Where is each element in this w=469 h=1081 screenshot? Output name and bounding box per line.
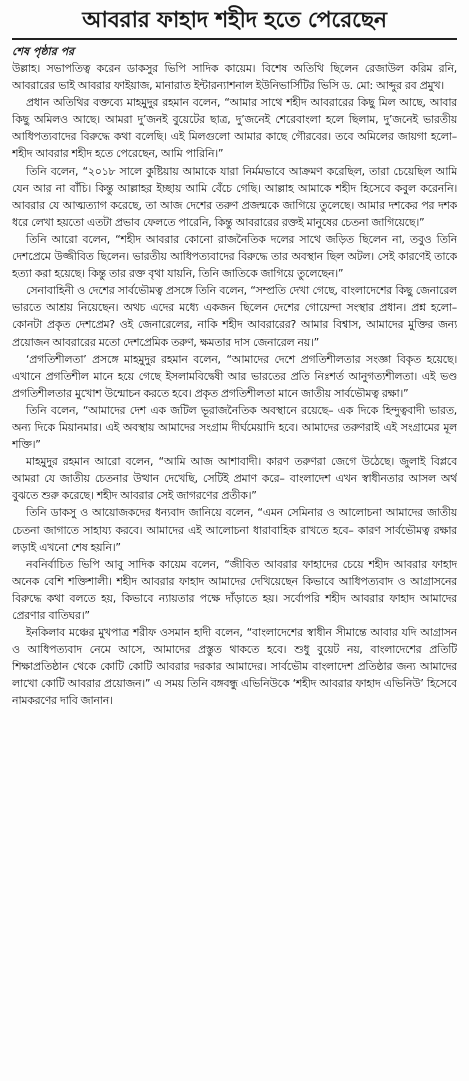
- article-paragraph: নবনির্বাচিত ভিপি আবু সাদিক কায়েম বলেন, “জীবিত আবরার ফাহাদের চেয়ে শহীদ আবরার ফাহাদ অনেক বেশি শক্তিশালী। শহীদ আবরার ফাহাদ আমাদের দেখিয়েছেন কিভাবে আধিপত্যবাদ ও আগ্রাসনের বিরুদ্ধে কথা বলতে হয়, কিভাবে ন্যায়তার পক্ষে দাঁড়াতে হয়। সর্বোপরি শহীদ আবরার ফাহাদ আমাদের প্রেরণার বাতিঘর।”: [12, 557, 457, 622]
- article-paragraph: তিনি ডাকসু ও আয়োজকদের ধন্যবাদ জানিয়ে বলেন, “এমন সেমিনার ও আলোচনা আমাদের জাতীয় চেতনা জাগাতে সাহায্য করবে। আমাদের এই আলোচনা ধারাবাহিক রাখতে হবে– কারণ সার্বভৌমত্ব রক্ষার লড়াই এখনো শেষ হয়নি।”: [12, 506, 457, 554]
- article-paragraph: তিনি বলেন, “আমাদের দেশ এক জটিল ভূরাজনৈতিক অবস্থানে রয়েছে– এক দিকে হিন্দুত্ববাদী ভারত, অন্য দিকে মিয়ানমার। এই অবস্থায় আমাদের সংগ্রাম দীর্ঘমেয়াদি হবে। আমাদের তরুণরাই এই সংগ্রামের মূল শক্তি।”: [12, 403, 457, 452]
- article-paragraph: তিনি আরো বলেন, “শহীদ আবরার কোনো রাজনৈতিক দলের সাথে জড়িত ছিলেন না, তবুও তিনি দেশপ্রেমে উজ্জীবিত ছিলেন। ভারতীয় আধিপত্যবাদের বিরুদ্ধে তার অবস্থান ছিল অটল। সেই কারণেই তাকে হত্যা করা হয়েছে। কিন্তু তার রক্ত বৃথা যায়নি, তিনি জাতিকে জাগিয়ে তুলেছেন।”: [12, 232, 457, 281]
- article-paragraph: সেনাবাহিনী ও দেশের সার্বভৌমত্ব প্রসঙ্গে তিনি বলেন, “সম্প্রতি দেখা গেছে, বাংলাদেশের কিছু জেনারেল ভারতে আশ্রয় নিয়েছেন। অথচ এদের মধ্যে একজন ছিলেন দেশের গোয়েন্দা সংস্থার প্রধান। প্রশ্ন হলো– কোনটা প্রকৃত দেশপ্রেম? ওই জেনারেলের, নাকি শহীদ আবরারের? আমার বিশ্বাস, আমাদের মুক্তির জন্য প্রয়োজন আবরারের মতো দেশপ্রেমিক তরুণ, ক্ষমতার দাস জেনারেল নয়।”: [12, 284, 457, 349]
- continued-from-label: শেষ পৃষ্ঠার পর: [12, 45, 75, 58]
- article-paragraph: ইনকিলাব মঞ্চের মুখপাত্র শরীফ ওসমান হাদী বলেন, “বাংলাদেশের স্বাধীন সীমান্তে আবার যদি আগ্রাসন ও আধিপত্যবাদ নেমে আসে, আমাদের প্রস্তুত থাকতে হবে। শুধু বুয়েট নয়, বাংলাদেশের প্রতিটি শিক্ষাপ্রতিষ্ঠান থেকে কোটি কোটি আবরার দরকার আমাদের। সার্বভৌম বাংলাদেশ প্রতিষ্ঠার জন্য আমাদের লাখো কোটি আবরার প্রয়োজন।” এ সময় তিনি বঙ্গবন্ধু এভিনিউকে ‘শহীদ আবরার ফাহাদ এভিনিউ’ হিসেবে নামকরণের দাবি জানান।: [12, 626, 457, 708]
- article-paragraph: ‘প্রগতিশীলতা’ প্রসঙ্গে মাহমুদুর রহমান বলেন, “আমাদের দেশে প্রগতিশীলতার সংজ্ঞা বিকৃত হয়েছে। এখানে প্রগতিশীল মানে হয়ে গেছে ইসলামবিদ্বেষী আর ভারতের প্রতি নিঃশর্ত আনুগত্যশীলতা। এই ভণ্ড প্রগতিশীলতার মুখোশ উন্মোচন করতে হবে। প্রকৃত প্রগতিশীলতা মানে জাতীয় সার্বভৌমত্ব রক্ষা।”: [12, 352, 457, 400]
- headline-divider: [12, 38, 457, 40]
- article-paragraph: প্রধান অতিথির বক্তব্যে মাহমুদুর রহমান বলেন, “আমার সাথে শহীদ আবরারের কিছু মিল আছে, আবার কিছু অমিলও আছে। আমরা দু’জনই বুয়েটের ছাত্র, দু’জনেই শেরেবাংলা হলে ছিলাম, দু’জনেই ভারতীয় আধিপত্যবাদের বিরুদ্ধে কথা বলেছি। এই মিলগুলো আমার কাছে গৌরবের। তবে অমিলের জায়গা হলো– শহীদ আবরার শহীদ হতে পেরেছেন, আমি পারিনি।”: [12, 96, 457, 161]
- article-paragraph: উল্লাহ। সভাপতিত্ব করেন ডাকসুর ভিপি সাদিক কায়েম। বিশেষ অতিথি ছিলেন রেজাউল করিম রনি, আবরারের ভাই আবরার ফাইয়াজ, মানারাত ইন্টারন্যাশনাল ইউনিভার্সিটির ভিসি ড. মো: আব্দুর রব প্রমুখ।: [12, 62, 457, 93]
- article-body: [12, 60, 457, 1076]
- article-paragraph: তিনি বলেন, “২০১৮ সালে কুষ্টিয়ায় আমাকে যারা নির্মমভাবে আক্রমণ করেছিল, তারা চেয়েছিল আমি যেন আর না বাঁচি। কিন্তু আল্লাহর ইচ্ছায় আমি বেঁচে গেছি। আল্লাহ আমাকে শহীদ হিসেবে কবুল করেননি। আবরার যে আত্মত্যাগ করেছে, তা আজ দেশের তরুণ প্রজন্মকে জাগিয়ে তুলেছে। আমার দশকের পর দশক ধরে লেখা হয়তো এতটা প্রভাব ফেলতে পারেনি, কিন্তু আবরারের রক্তই মানুষের চেতনা জাগিয়েছে।”: [12, 164, 457, 229]
- headline: আবরার ফাহাদ শহীদ হতে পেরেছেন: [82, 7, 387, 33]
- article-paragraph: মাহমুদুর রহমান আরো বলেন, “আমি আজ আশাবাদী। কারণ তরুণরা জেগে উঠেছে। জুলাই বিপ্লবে আমরা যে জাতীয় চেতনার উত্থান দেখেছি, সেটিই প্রমাণ করে– বাংলাদেশ এখন স্বাধীনতার আসল অর্থ বুঝতে শুরু করেছে। শহীদ আবরার সেই জাগরণের প্রতীক।”: [12, 455, 457, 503]
